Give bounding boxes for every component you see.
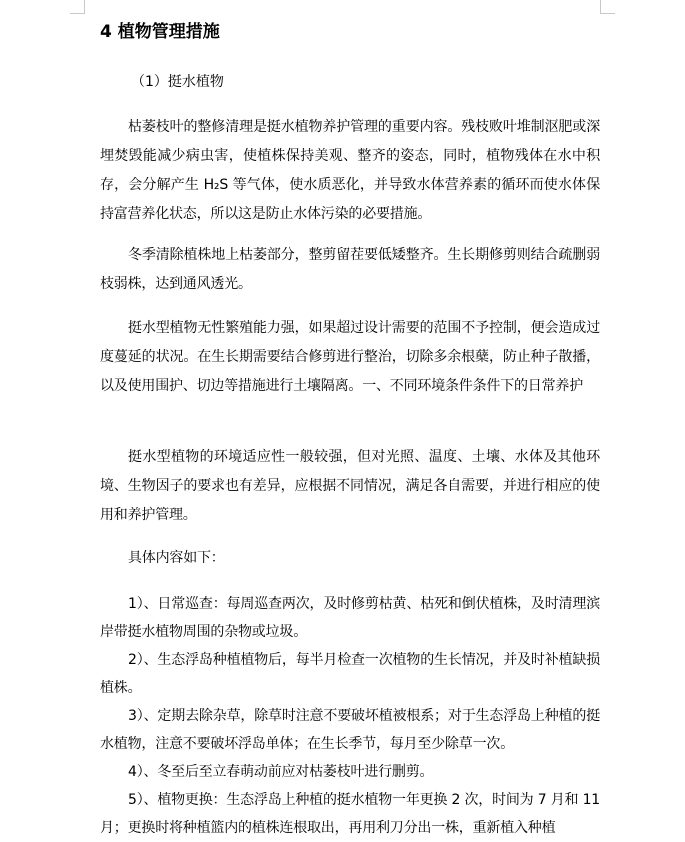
list-item-inspection: 2）、生态浮岛种植植物后，每半月检查一次植物的生长情况，并及时补植缺损植株。 (100, 652, 600, 696)
list-item-weeding: 3）、定期去除杂草，除草时注意不要破坏植被根系；对于生态浮岛上种植的挺水植物，注意不要破坏浮岛单体；在生长季节，每月至少除草一次。 (100, 708, 600, 752)
paragraph-environment: 挺水型植物的环境适应性一般较强，但对光照、温度、土壤、水体及其他环境、生物因子的要求也有差异，应根据不同情况，满足各自需要，并进行相应的使用和养护管理。 (100, 449, 600, 523)
section-heading: 4 植物管理措施 (100, 22, 220, 42)
corner-mark-left (70, 13, 85, 14)
list-item-daily-patrol: 1）、日常巡查：每周巡查两次，及时修剪枯黄、枯死和倒伏植株，及时清理滨岸带挺水植物周围的杂物或垃圾。 (100, 596, 600, 640)
list-item-winter-trim: 4）、冬至后至立春萌动前应对枯萎枝叶进行删剪。 (128, 764, 434, 780)
paragraph-spread-control: 挺水型植物无性繁殖能力强，如果超过设计需要的范围不予控制，便会造成过度蔓延的状况。在生长期需要结合修剪进行整治，切除多余根蘖，防止种子散播，以及使用围护、切边等措施进行土壤隔离。一、不同环境条件条件下的日常养护 (100, 320, 600, 394)
corner-mark-right (600, 0, 601, 14)
corner-mark-right (600, 13, 615, 14)
list-item-replacement: 5）、植物更换：生态浮岛上种植的挺水植物一年更换 2 次，时间为 7 月和 11 月；更换时将种植篮内的植株连根取出，再用利刀分出一株，重新植入种植 (100, 792, 600, 836)
corner-mark-left (84, 0, 85, 14)
subsection-heading: （1）挺水植物 (131, 74, 224, 90)
paragraph-intro: 具体内容如下： (128, 550, 225, 566)
paragraph-pruning: 枯萎枝叶的整修清理是挺水植物养护管理的重要内容。残枝败叶堆制沤肥或深埋焚毁能减少病虫害，使植株保持美观、整齐的姿态，同时，植物残体在水中积存，会分解产生 H₂S 等气体，使水质恶化，并导致水体营养素的循环而使水体保持富营养化状态，所以这是防止水体污染的必要措施。 (100, 119, 600, 222)
paragraph-winter-clearing: 冬季清除植株地上枯萎部分，整剪留茬要低矮整齐。生长期修剪则结合疏删弱枝弱株，达到通风透光。 (100, 247, 600, 292)
